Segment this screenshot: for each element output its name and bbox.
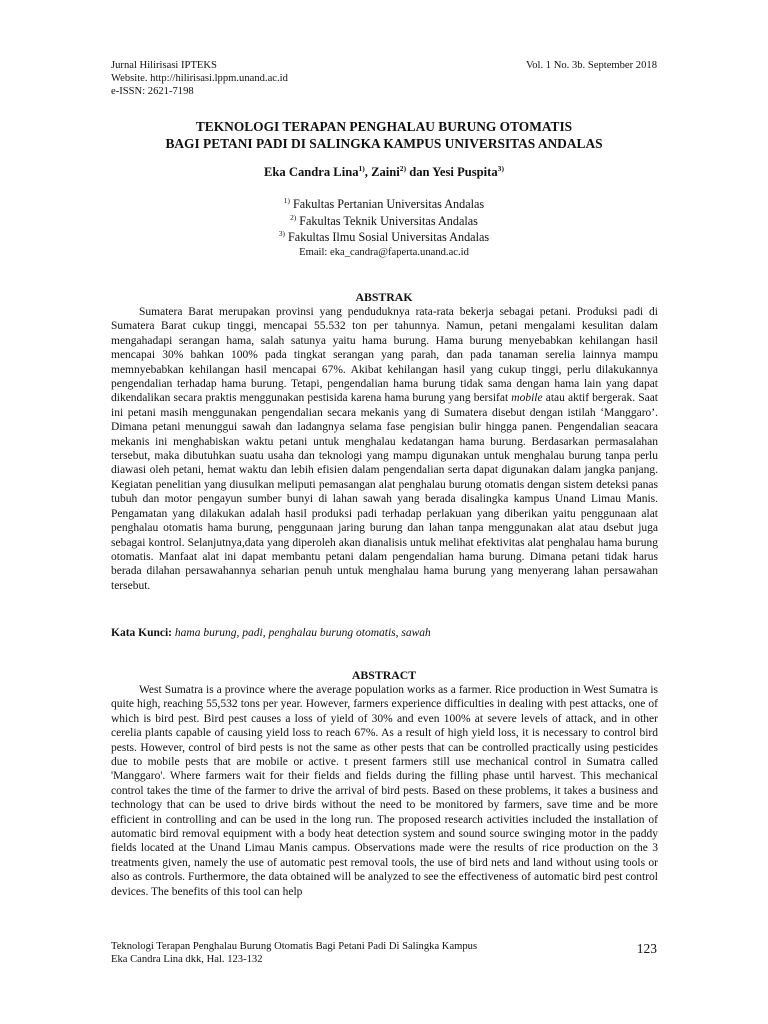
author-affiliation-mark: 1) bbox=[358, 163, 365, 173]
affiliation-item bbox=[80, 213, 688, 230]
author-name: Yesi Puspita bbox=[432, 165, 498, 179]
abstrak-italic-term: mobile bbox=[511, 392, 543, 405]
author-affiliation-mark: 2) bbox=[399, 163, 407, 173]
keywords bbox=[111, 626, 658, 640]
author-affiliation-mark: 3) bbox=[497, 163, 504, 173]
contact-email: Email: eka_candra@faperta.unand.ac.id bbox=[299, 246, 469, 258]
title-line-1: TEKNOLOGI TERAPAN PENGHALAU BURUNG OTOMATIS bbox=[195, 119, 573, 134]
abstract-body: West Sumatra is a province where the average population works as a farmer. Rice production in West Sumatra is quite high, reaching 55,532 tons per year. However, farmers experience difficulties in dealing with pest attacks, one of which is bird pest. Bird pest causes a loss of yield of 30% and even 100% at severe levels of attack, and in other cerelia plants capable of causing yield loss to reach 67%. As a result of high yield loss, it is necessary to control bird pests. However, control of bird pests is not the same as other pests that can be controlled practically using pesticides due to mobile pests that are mobile or active. t present farmers still use mechanical control in Sumatra called 'Manggaro'. Where farmers wait for their fields and fields during the filling phase until harvest. This mechanical control takes the time of the farmer to drive the arrival of bird pests. Based on these problems, it takes a business and technology that can be used to drive birds without the need to be monitored by farmers, save time and be more efficient in controlling and can be used in the long run. The proposed research activities included the installation of automatic bird removal equipment with a body heat detection system and sound source swinging motor in the paddy fields located at the Unand Limau Manis campus. Observations made were the results of rice production on the 3 treatments given, namely the use of automatic pest removal tools, the use of bird nets and land without using tools or also as controls. Furthermore, the data obtained will be analyzed to see the effectiveness of automatic bird pest control devices. The benefits of this tool can help bbox=[111, 684, 658, 898]
affiliation-mark: 1) bbox=[283, 195, 290, 205]
affiliation-name: Fakultas Ilmu Sosial Universitas Andalas bbox=[288, 230, 490, 244]
journal-volume: Vol. 1 No. 3b. September 2018 bbox=[525, 60, 657, 71]
keywords-value: hama burung, padi, penghalau burung otomatis, sawah bbox=[174, 627, 431, 639]
abstrak-body bbox=[111, 305, 658, 593]
affiliation-mark: 3) bbox=[278, 228, 285, 238]
abstrak-heading: ABSTRAK bbox=[355, 290, 413, 304]
paper-title bbox=[80, 118, 688, 152]
page-number: 123 bbox=[636, 941, 657, 956]
author-separator: , bbox=[364, 165, 372, 179]
affiliation-item bbox=[80, 196, 688, 213]
abstract-heading: ABSTRACT bbox=[351, 668, 417, 682]
footer-article-title: Teknologi Terapan Penghalau Burung Otomatis Bagi Petani Padi Di Salingka Kampus bbox=[111, 941, 478, 952]
author-name: Zaini bbox=[371, 165, 400, 179]
author-name: Eka Candra Lina bbox=[264, 165, 359, 179]
journal-header bbox=[111, 59, 288, 98]
abstrak-text: atau aktif bergerak. Saat ini petani masih menggunakan pengendalian secara mekanis yang di Sumatera disebut dengan istilah ‘Manggaro’. Dimana petani menunggui sawah dan ladangnya selama fase pengisian bulir hingga panen. Pengendalian seacara mekanis ini menghabiskan waktu petani untuk menghalau kedatangan hama burung. Berdasarkan permasalahan tersebut, maka dibutuhkan suatu usaha dan teknologi yang mampu digunakan untuk menghalau burung tanpa perlu diawasi oleh petani, hemat waktu dan lebih efisien dalam pengendalian serta dapat digunakan dalam jangka panjang. Kegiatan penelitian yang diusulkan meliputi pemasangan alat penghalau burung otomatis dengan sistem deteksi panas tubuh dan motor pengayun sumber bunyi di lahan sawah yang berada disalingka kampus Unand Limau Manis. Pengamatan yang dilakukan adalah hasil produksi padi terhadap perlakuan yang diberikan yaitu penggunaan alat penghalau otomatis hama burung, penggunaan jaring burung dan lahan tanpa menggunakan alat atau dsebut juga sebagai kontrol. Selanjutnya,data yang diperoleh akan dianalisis untuk melihat efektivitas alat penghalau hama burung otomatis. Manfaat alat ini dapat membantu petani dalam pengendalian hama burung. Dimana petani tidak harus berada dilahan persawahannya seharian penuh untuk menghalau hama burung yang menyerang lahan persawahan tersebut. bbox=[111, 392, 658, 592]
abstrak-text: Sumatera Barat merupakan provinsi yang penduduknya rata-rata bekerja sebagai petani. Produksi padi di Sumatera Barat cukup tinggi, mencapai 55.532 ton per tahunnya. Namun, petani mengalami kesulitan dalam mengahadapi serangan hama, salah satunya yaitu hama burung. Hama burung menyebabkan kehilangan hasil mencapai 30% bahkan 100% pada tingkat serangan yang parah, dan pada tanaman serelia lainnya mampu memnyebabkan kehilangan hasil mencapai 67%. Akibat kehilangan hasil yang cukup tinggi, perlu dilakukannya pengendalian terhadap hama burung. Tetapi, pengendalian hama burung tidak sama dengan hama lain yang dapat dikendalikan secara praktis menggunakan pestisida karena hama burung yang bersifat bbox=[111, 306, 658, 405]
affiliation-name: Fakultas Pertanian Universitas Andalas bbox=[292, 197, 485, 211]
page-footer bbox=[111, 940, 477, 966]
affiliation-mark: 2) bbox=[290, 212, 297, 222]
footer-citation: Eka Candra Lina dkk, Hal. 123-132 bbox=[111, 954, 263, 965]
journal-issn: e-ISSN: 2621-7198 bbox=[111, 86, 194, 97]
journal-website: Website. http://hilirisasi.lppm.unand.ac.id bbox=[111, 73, 288, 84]
affiliation-name: Fakultas Teknik Universitas Andalas bbox=[299, 213, 478, 228]
keywords-label: Kata Kunci: bbox=[111, 627, 173, 639]
affiliation-item bbox=[80, 229, 688, 246]
author-separator: dan bbox=[406, 165, 433, 179]
title-line-2: BAGI PETANI PADI DI SALINGKA KAMPUS UNIVERSITAS ANDALAS bbox=[165, 136, 603, 151]
affiliation-list bbox=[80, 196, 688, 260]
journal-name: Jurnal Hilirisasi IPTEKS bbox=[111, 60, 217, 71]
author-list bbox=[80, 165, 688, 180]
